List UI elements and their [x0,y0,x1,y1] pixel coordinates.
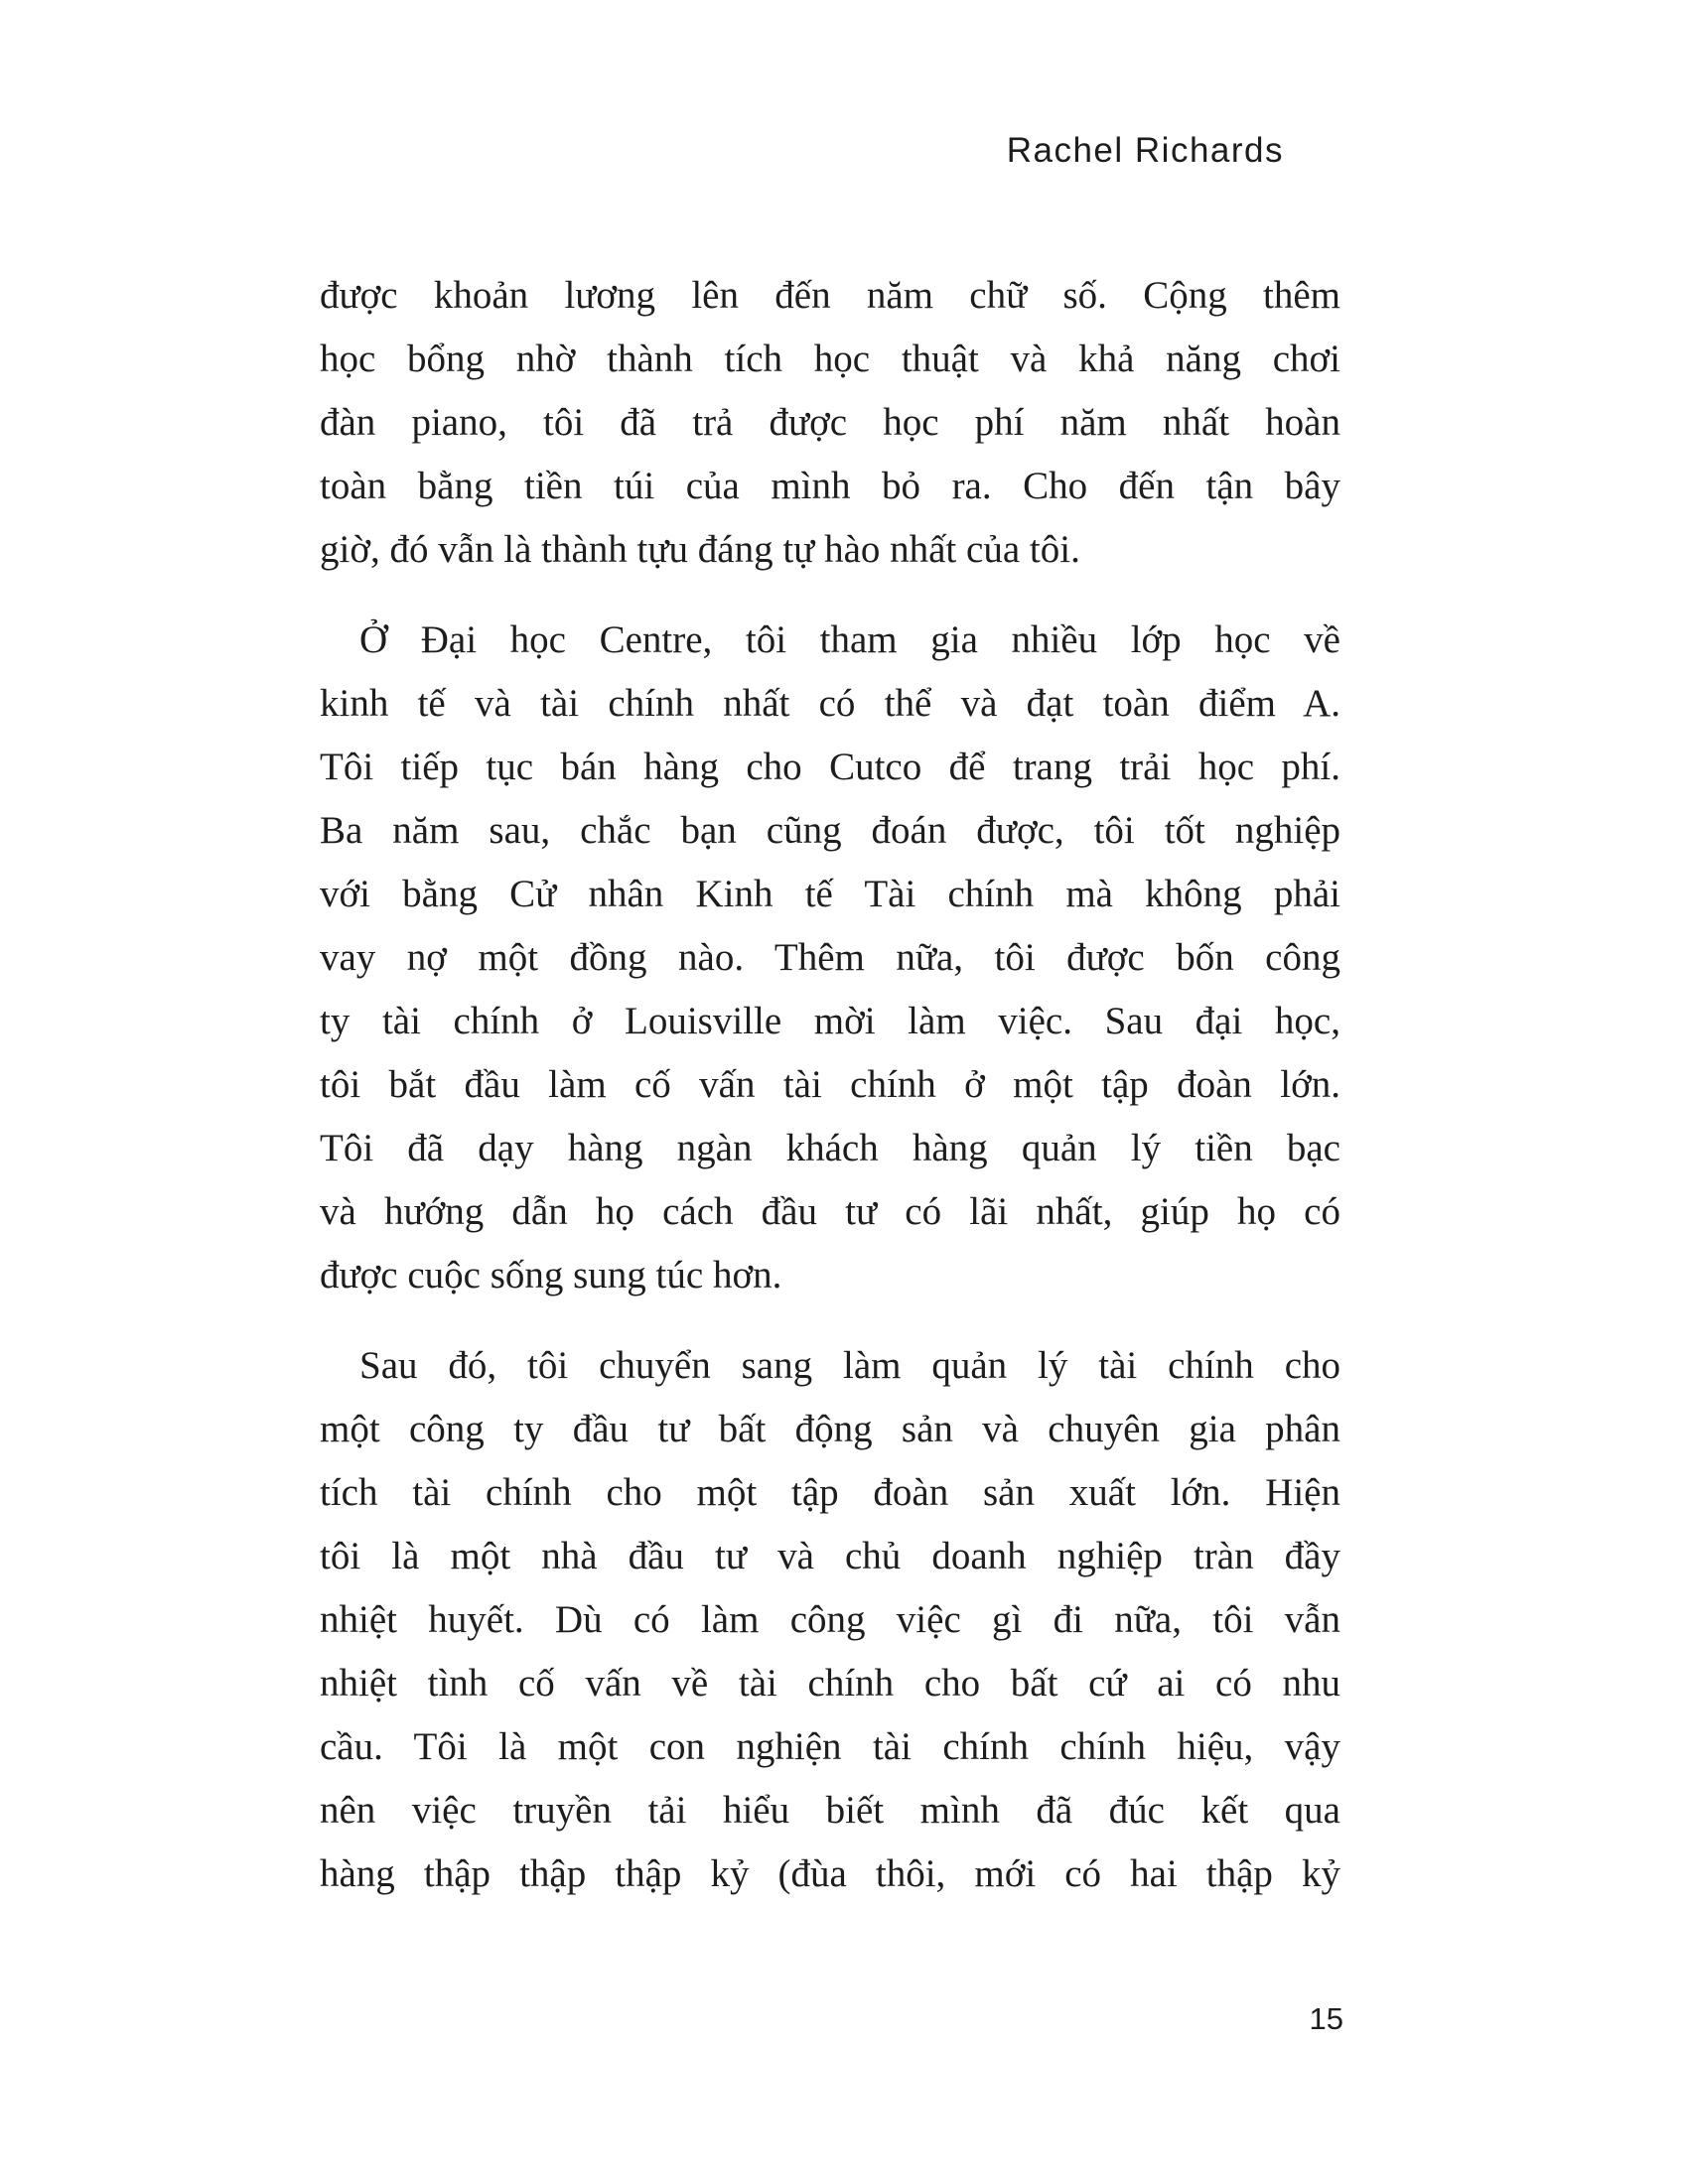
text-line: nhiệt huyết. Dù có làm công việc gì đi nữa, tôi vẫn [320,1598,1340,1641]
text-line: đàn piano, tôi đã trả được học phí năm nhất hoàn [320,401,1340,444]
paragraph [320,609,1340,1307]
text-line: tôi là một nhà đầu tư và chủ doanh nghiệp tràn đầy [320,1535,1340,1577]
page-body-text [320,264,1340,1906]
paragraph [320,1334,1340,1906]
text-line: nhiệt tình cố vấn về tài chính cho bất cứ ai có nhu [320,1662,1340,1705]
text-line: cầu. Tôi là một con nghiện tài chính chính hiệu, vậy [320,1725,1340,1768]
text-line: Sau đó, tôi chuyển sang làm quản lý tài chính cho [359,1344,1340,1387]
text-line: toàn bằng tiền túi của mình bỏ ra. Cho đến tận bây [320,465,1340,507]
text-line: ty tài chính ở Louisville mời làm việc. Sau đại học, [320,1000,1340,1042]
text-line: tôi bắt đầu làm cố vấn tài chính ở một tập đoàn lớn. [320,1063,1340,1106]
text-line: được cuộc sống sung túc hơn. [320,1254,782,1297]
text-line: nên việc truyền tải hiểu biết mình đã đúc kết qua [320,1789,1340,1832]
text-line: và hướng dẫn họ cách đầu tư có lãi nhất, giúp họ có [320,1190,1340,1233]
text-line: vay nợ một đồng nào. Thêm nữa, tôi được bốn công [320,936,1340,979]
text-line: một công ty đầu tư bất động sản và chuyên gia phân [320,1408,1340,1450]
paragraph [320,264,1340,582]
text-line: kinh tế và tài chính nhất có thể và đạt toàn điểm A. [320,682,1340,725]
text-line: giờ, đó vẫn là thành tựu đáng tự hào nhất của tôi. [320,528,1080,571]
text-line: với bằng Cử nhân Kinh tế Tài chính mà không phải [320,873,1340,915]
text-line: Tôi đã dạy hàng ngàn khách hàng quản lý tiền bạc [320,1127,1340,1169]
text-line: Ba năm sau, chắc bạn cũng đoán được, tôi tốt nghiệp [320,809,1340,852]
text-line: học bổng nhờ thành tích học thuật và khả năng chơi [320,338,1340,380]
text-line: hàng thập thập thập kỷ (đùa thôi, mới có hai thập kỷ [320,1852,1340,1895]
text-line: Ở Đại học Centre, tôi tham gia nhiều lớp học về [359,618,1340,661]
running-header-author: Rachel Richards [1006,131,1284,170]
text-line: tích tài chính cho một tập đoàn sản xuất lớn. Hiện [320,1471,1340,1514]
page-number: 15 [1309,2001,1343,2036]
text-line: được khoản lương lên đến năm chữ số. Cộng thêm [320,274,1340,317]
text-line: Tôi tiếp tục bán hàng cho Cutco để trang trải học phí. [320,746,1340,788]
